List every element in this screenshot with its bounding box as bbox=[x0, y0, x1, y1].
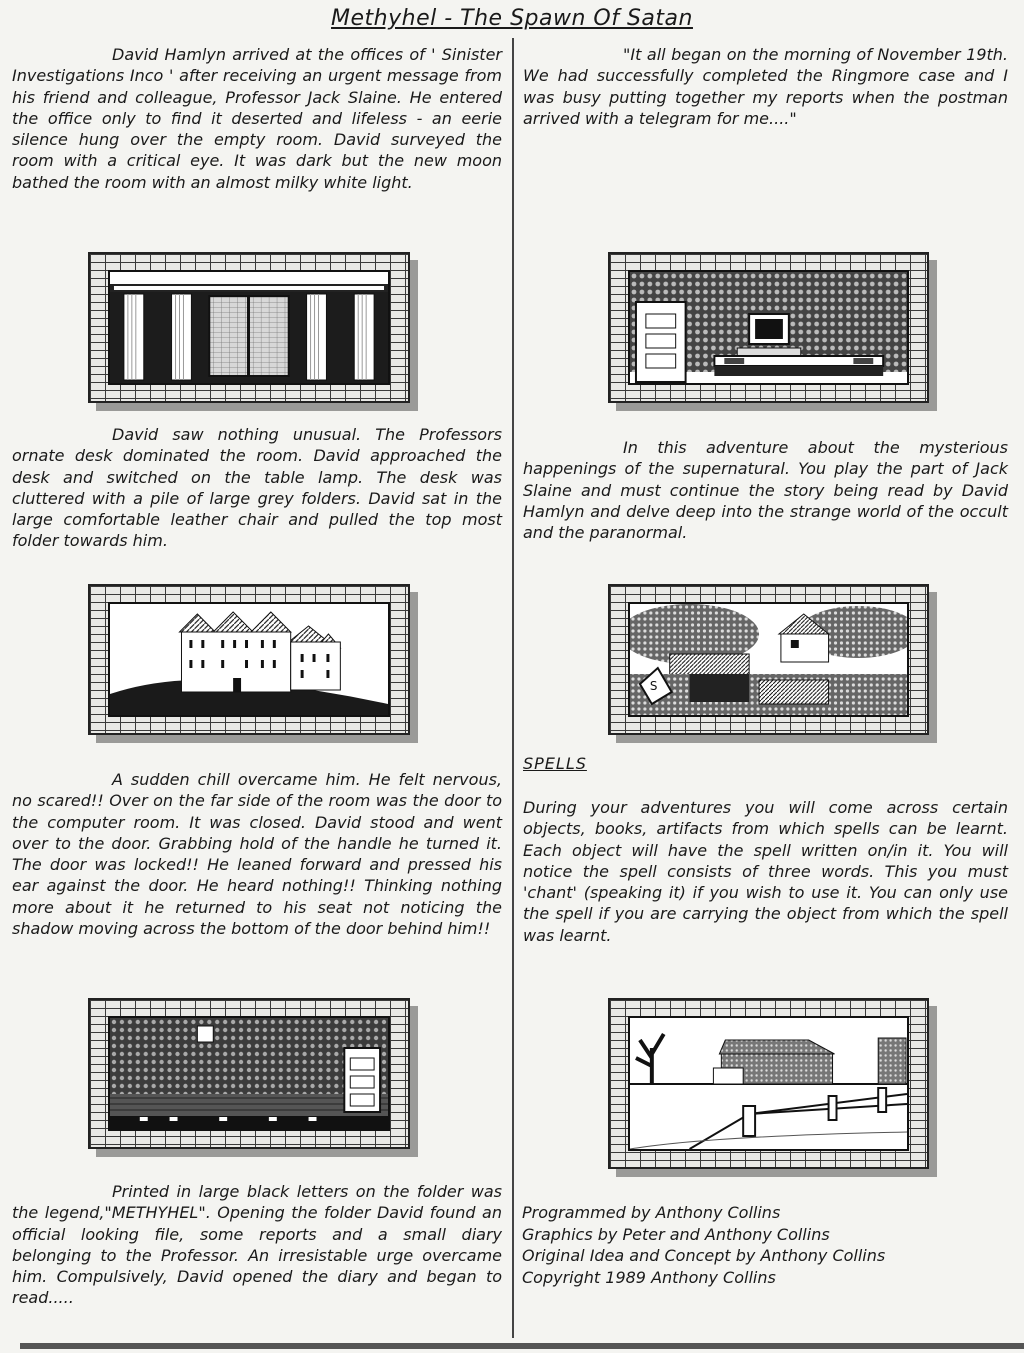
diary-quote: "It all began on the morning of November 19th. We had successfully completed the Ringmore case and I was busy putting together my reports when the postman arrived with a telegram for me...." bbox=[523, 45, 1008, 128]
computer-room-picture bbox=[608, 252, 929, 403]
mansion-picture bbox=[88, 584, 410, 735]
bottom-rule bbox=[20, 1343, 1024, 1349]
page-title: Methyhel - The Spawn Of Satan bbox=[331, 6, 693, 31]
farm-picture bbox=[608, 998, 929, 1169]
story-paragraph-3: A sudden chill overcame him. He felt nervous, no scared!! Over on the far side of the room was the door to the computer room. It was closed. David stood and went over to the door. Grabbing hold of the handle he turned it. The door was locked!! He leaned forward and pressed his ear against the door. He heard nothing!! Thinking nothing more about it he returned to his seat not noticing the shadow moving across the bottom of the door behind him!! bbox=[12, 770, 502, 939]
credit-line: Graphics by Peter and Anthony Collins bbox=[522, 1224, 830, 1244]
svg-text:S: S bbox=[649, 678, 658, 694]
office-entrance-picture bbox=[88, 252, 410, 403]
spells-paragraph: During your adventures you will come across certain objects, books, artifacts from which spells can be learnt. Each object will have the spell written on/in it. You will notice the spell consists of three words. This you must 'chant' (speaking it) if you wish to use it. You can only use the spell if you are carrying the object from which the spell was learnt. bbox=[523, 798, 1008, 945]
study-room-picture bbox=[88, 998, 410, 1149]
village-picture bbox=[608, 584, 929, 735]
game-intro-paragraph: In this adventure about the mysterious happenings of the supernatural. You play the part of Jack Slaine and must continue the story being read by David Hamlyn and delve deep into the strange world of the occult and the paranormal. bbox=[523, 438, 1008, 543]
credits bbox=[522, 1202, 992, 1288]
story-paragraph-4: Printed in large black letters on the folder was the legend,"METHYHEL". Opening the folder David found an official looking file, some reports and a small diary belonging to the Professor. An irresistable urge overcame him. Compulsively, David opened the diary and began to read..... bbox=[12, 1182, 502, 1308]
spells-heading: SPELLS bbox=[523, 754, 587, 773]
story-paragraph-1: David Hamlyn arrived at the offices of ' Sinister Investigations Inco ' after receiving an urgent message from his friend and colleague, Professor Jack Slaine. He entered the office only to find it deserted and lifeless - an eerie silence hung over the empty room. David surveyed the room with a critical eye. It was dark but the new moon bathed the room with an almost milky white light. bbox=[12, 45, 502, 192]
credit-line: Copyright 1989 Anthony Collins bbox=[522, 1267, 776, 1287]
story-paragraph-2: David saw nothing unusual. The Professors ornate desk dominated the room. David approached the desk and switched on the table lamp. The desk was cluttered with a pile of large grey folders. David sat in the large comfortable leather chair and pulled the top most folder towards him. bbox=[12, 425, 502, 551]
credit-line: Original Idea and Concept by Anthony Collins bbox=[522, 1246, 886, 1265]
credit-line: Programmed by Anthony Collins bbox=[522, 1203, 781, 1222]
column-divider bbox=[512, 38, 514, 1338]
